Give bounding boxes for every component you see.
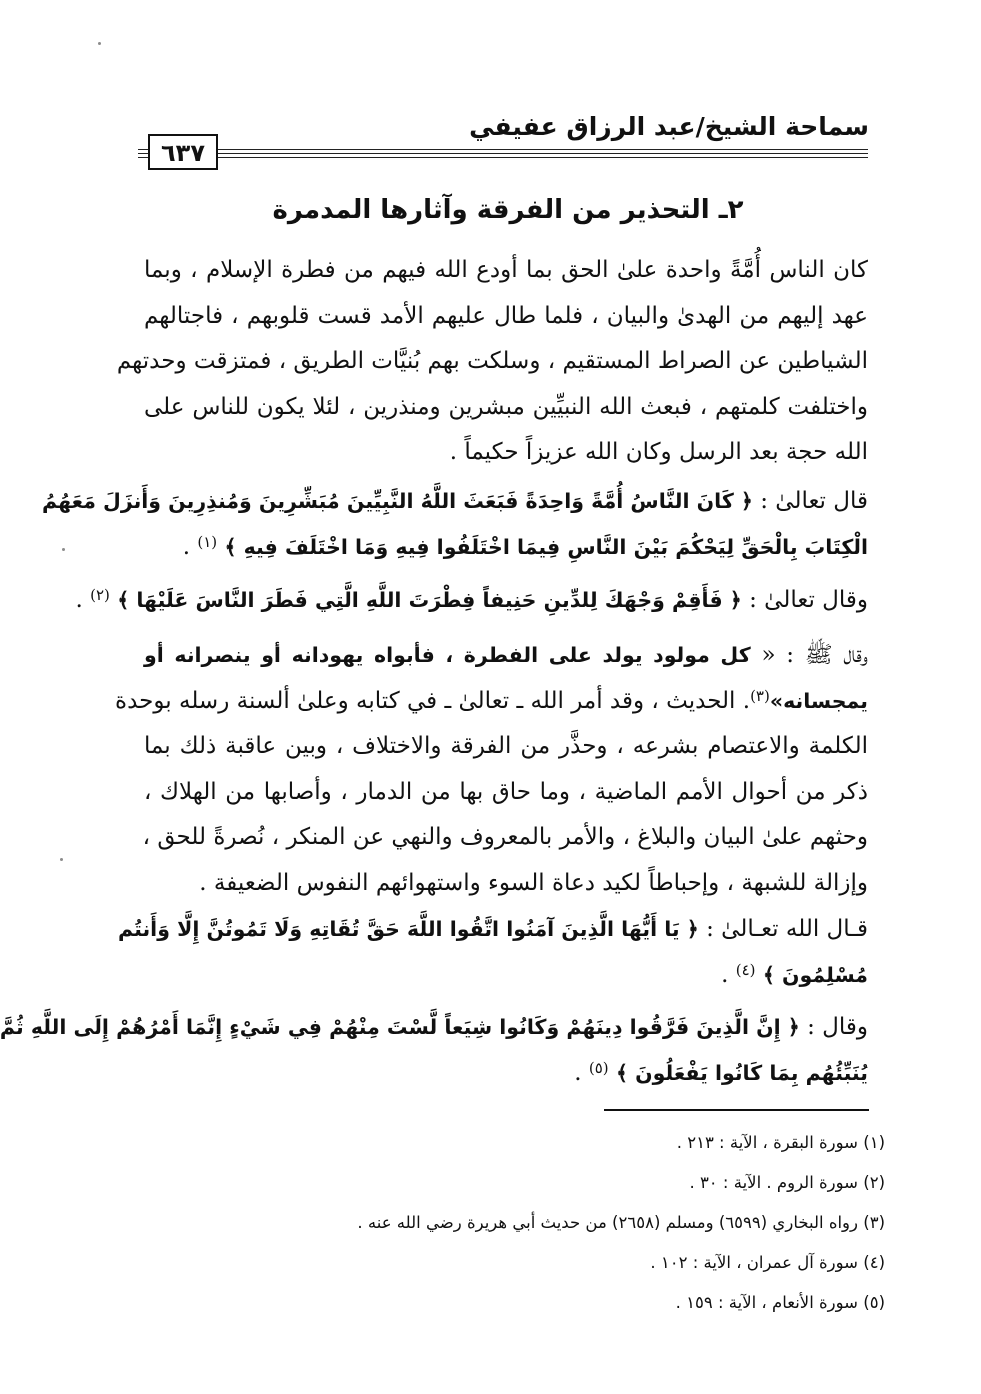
text-line: [0, 1005, 868, 1051]
verse-intro: قال تعالىٰ :: [752, 488, 868, 514]
line-end: .: [721, 961, 736, 988]
text-line: وإزالة للشبهة ، وإحباطاً لكيد دعاة السوء واستهوائهم النفوس الضعيفة .: [199, 869, 868, 896]
paragraph-intro: [116, 248, 868, 476]
quran-verse: يُنَبِّئُهُم بِمَا كَانُوا يَفْعَلُونَ ﴾: [615, 1060, 868, 1085]
running-head-title: سماحة الشيخ/عبد الرزاق عفيفي: [469, 112, 869, 141]
text-line: [42, 479, 868, 525]
line-end: .: [182, 533, 198, 560]
footnote-ref: (١): [197, 532, 218, 551]
text-line: واختلفت كلمتهم ، فبعث الله النبيِّين مبشرين ومنذرين ، لئلا يكون للناس على: [144, 393, 868, 420]
section-title: ٢ـ التحذير من الفرقة وآثارها المدمرة: [272, 195, 744, 225]
footnote-item: (٢) سورة الروم . الآية : ٣٠ .: [689, 1173, 885, 1192]
verse-intro: وقال تعالىٰ :: [741, 587, 868, 613]
paragraph-verse-rum: [75, 578, 868, 624]
text-line: [115, 679, 868, 725]
quran-verse: ﴿ إِنَّ الَّذِينَ فَرَّقُوا دِينَهُمْ وَكَانُوا شِيَعاً لَّسْتَ مِنْهُمْ فِي شَيْءٍ إِنَّمَا أَمْرُهُمْ إِلَى اللَّهِ ثُمَّ: [0, 1015, 800, 1039]
text-line: ذكر من أحوال الأمم الماضية ، وما حاق بها من الدمار ، وأصابها من الهلاك ،: [144, 778, 868, 805]
line-end: .: [75, 587, 91, 613]
text-line: كان الناس أُمَّةً واحدة علىٰ الحق بما أودع الله فيهم من فطرة الإسلام ، وبما: [144, 257, 868, 283]
footnote-separator: [604, 1109, 869, 1111]
text-line: الله حجة بعد الرسل وكان الله عزيزاً حكيماً .: [449, 439, 868, 465]
verse-intro: وقال :: [799, 1014, 868, 1040]
hadith-intro: وقال ﷺ : «: [750, 642, 868, 668]
text-line: وحثهم علىٰ البيان والبلاغ ، والأمر بالمعروف والنهي عن المنكر ، نُصرةً للحق ،: [142, 824, 868, 850]
scan-speck: [98, 42, 101, 45]
footnote-item: (٤) سورة آل عمران ، الآية : ١٠٢ .: [650, 1253, 885, 1272]
paragraph-hadith: [115, 633, 868, 906]
text-line: الشياطين عن الصراط المستقيم ، وسلكت بهم بُنيَّات الطريق ، فمتزقت وحدتهم: [116, 348, 868, 374]
quran-verse: ﴿ كَانَ النَّاسُ أُمَّةً وَاحِدَةً فَبَعَثَ اللَّهُ النَّبِيِّينَ مُبَشِّرِينَ وَمُنذِرِينَ وَأَنزَلَ مَعَهُمُ: [42, 489, 753, 513]
footnotes: [161, 1123, 885, 1323]
scan-speck: [62, 548, 65, 551]
text-run: . الحديث ، وقد أمر الله ـ تعالىٰ ـ في كتابه وعلىٰ ألسنة رسله بوحدة: [115, 687, 751, 714]
footnote-ref: (٥): [588, 1058, 609, 1077]
footnote-item: (٥) سورة الأنعام ، الآية : ١٥٩ .: [675, 1293, 885, 1312]
quran-verse: مُسْلِمُونَ ﴾: [762, 962, 868, 987]
text-line: [144, 633, 868, 679]
text-line: [144, 953, 868, 999]
header-rule-line: [138, 149, 868, 150]
header-rule-line: [138, 153, 868, 154]
paragraph-verse-anam: [0, 1005, 868, 1096]
quran-verse: ﴿ يَا أَيُّهَا الَّذِينَ آمَنُوا اتَّقُوا اللَّهَ حَقَّ تُقَاتِهِ وَلَا تَمُوتُنَّ إِلَّا وَأَنتُم: [118, 917, 699, 941]
quran-verse: ﴿ فَأَقِمْ وَجْهَكَ لِلدِّينِ حَنِيفاً فِطْرَتَ اللَّهِ الَّتِي فَطَرَ النَّاسَ عَلَيْهَا ﴾: [117, 588, 742, 612]
page-number-box: ٦٣٧: [148, 134, 218, 170]
paragraph-verse-imran: [118, 907, 868, 998]
scan-speck: [60, 858, 63, 861]
footnote-ref: (٢): [90, 586, 110, 604]
line-end: .: [574, 1059, 589, 1086]
hadith-text: يمجسانه»: [769, 688, 868, 713]
header-rule-line: [138, 157, 868, 158]
footnote-item: (٣) رواه البخاري (٦٥٩٩) ومسلم (٢٦٥٨) من حديث أبي هريرة رضي الله عنه .: [357, 1213, 885, 1232]
hadith-text: كل مولود يولد على الفطرة ، فأبواه يهودانه أو ينصرانه أو: [144, 643, 751, 667]
paragraph-verse-baqarah: [42, 479, 868, 570]
text-line: الكلمة والاعتصام بشرعه ، وحذَّر من الفرقة والاختلاف ، وبين عاقبة ذلك بما: [144, 733, 868, 759]
footnote-ref: (٣): [750, 686, 770, 705]
footnote-ref: (٤): [735, 960, 756, 979]
footnote-item: (١) سورة البقرة ، الآية : ٢١٣ .: [676, 1133, 885, 1152]
text-line: [144, 525, 868, 571]
text-line: [144, 1051, 868, 1097]
header-rule: [138, 147, 868, 161]
text-line: عهد إليهم من الهدىٰ والبيان ، فلما طال عليهم الأمد قست قلوبهم ، فاجتالهم: [144, 302, 868, 329]
text-line: [75, 578, 868, 624]
verse-intro: قـال الله تعـالىٰ :: [698, 916, 868, 942]
quran-verse: الْكِتَابَ بِالْحَقِّ لِيَحْكُمَ بَيْنَ النَّاسِ فِيمَا اخْتَلَفُوا فِيهِ وَمَا اخْتَلَفَ فِيهِ ﴾: [224, 534, 868, 559]
text-line: [118, 907, 868, 953]
